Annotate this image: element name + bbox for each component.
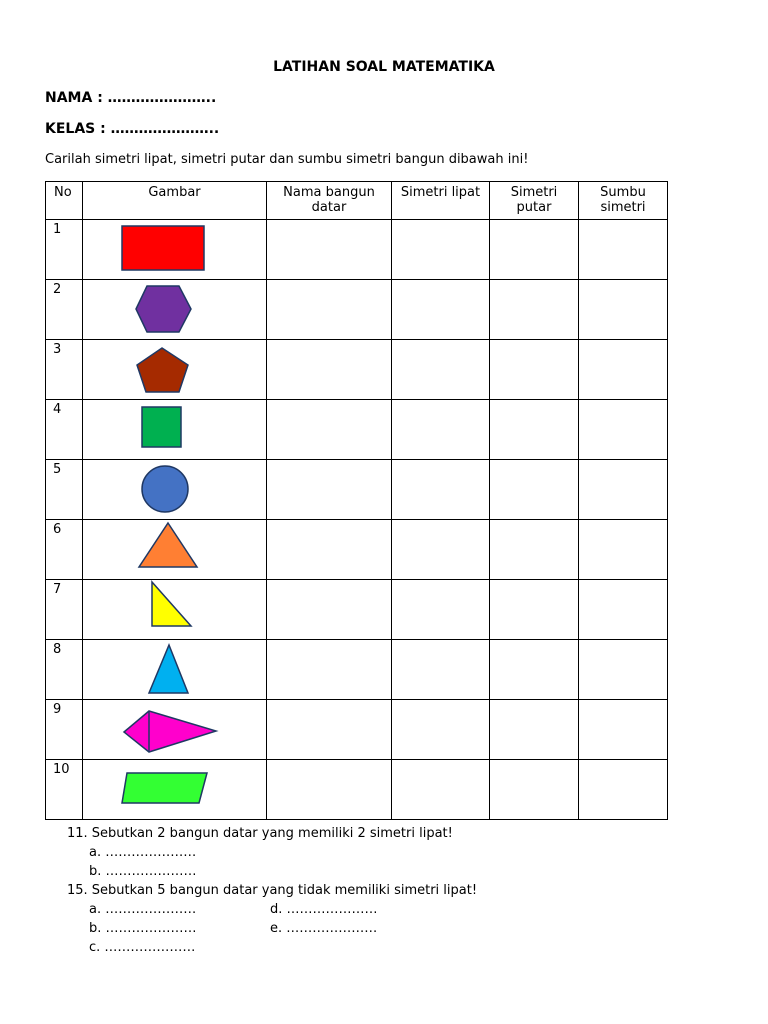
- table-row: [46, 580, 668, 640]
- header-putar-line1: Simetri: [510, 185, 558, 200]
- answer-cell[interactable]: [490, 460, 579, 520]
- answer-cell[interactable]: [579, 220, 668, 280]
- row-number: 8: [46, 640, 83, 700]
- answer-cell[interactable]: [490, 580, 579, 640]
- answer-cell[interactable]: [392, 280, 490, 340]
- symmetry-table: [45, 181, 668, 820]
- table-row: [46, 640, 668, 700]
- row-number: 7: [46, 580, 83, 640]
- answer-cell[interactable]: [267, 340, 392, 400]
- header-no: No: [46, 182, 83, 220]
- header-sumbu-line1: Sumbu: [600, 185, 646, 200]
- q11-answer-b: b. …………………: [89, 864, 197, 879]
- table-row: [46, 520, 668, 580]
- row-number: 9: [46, 700, 83, 760]
- shape-cell: [83, 580, 267, 640]
- answer-cell[interactable]: [490, 700, 579, 760]
- table-row: [46, 460, 668, 520]
- row-number: 10: [46, 760, 83, 820]
- answer-cell[interactable]: [579, 580, 668, 640]
- answer-cell[interactable]: [490, 400, 579, 460]
- answer-cell[interactable]: [579, 280, 668, 340]
- table-row: [46, 340, 668, 400]
- shape-cell: [83, 520, 267, 580]
- q15-answer-e: e. …………………: [270, 921, 378, 936]
- answer-cell[interactable]: [579, 400, 668, 460]
- answer-cell[interactable]: [579, 520, 668, 580]
- answer-cell[interactable]: [490, 340, 579, 400]
- table-row: [46, 220, 668, 280]
- answer-cell[interactable]: [267, 460, 392, 520]
- shape-cell: [83, 340, 267, 400]
- right-triangle-icon: [83, 580, 267, 637]
- answer-cell[interactable]: [579, 700, 668, 760]
- answer-cell[interactable]: [392, 220, 490, 280]
- answer-cell[interactable]: [490, 520, 579, 580]
- answer-cell[interactable]: [490, 280, 579, 340]
- header-sumbu-simetri: [579, 182, 668, 220]
- kite-icon: [83, 700, 267, 757]
- kelas-field: KELAS : …………………..: [45, 121, 220, 137]
- table-row: [46, 400, 668, 460]
- row-number: 3: [46, 340, 83, 400]
- answer-cell[interactable]: [392, 640, 490, 700]
- shape-cell: [83, 640, 267, 700]
- q15-answer-c: c. …………………: [89, 940, 196, 955]
- instruction-text: Carilah simetri lipat, simetri putar dan sumbu simetri bangun dibawah ini!: [45, 152, 529, 167]
- answer-cell[interactable]: [490, 640, 579, 700]
- answer-cell[interactable]: [392, 400, 490, 460]
- answer-cell[interactable]: [392, 340, 490, 400]
- header-sumbu-line2: simetri: [600, 200, 646, 215]
- answer-cell[interactable]: [392, 580, 490, 640]
- rectangle-icon: [83, 220, 267, 277]
- shape-cell: [83, 460, 267, 520]
- parallelogram-icon: [83, 760, 267, 817]
- circle-icon: [83, 460, 267, 517]
- nama-field: NAMA : …………………..: [45, 90, 217, 106]
- q15-answer-a: a. …………………: [89, 902, 197, 917]
- answer-cell[interactable]: [392, 760, 490, 820]
- shape-cell: [83, 400, 267, 460]
- table-header-row: [46, 182, 668, 220]
- hexagon-icon: [83, 280, 267, 337]
- header-nama-line1: Nama bangun: [283, 185, 375, 200]
- header-simetri-lipat: Simetri lipat: [392, 182, 490, 220]
- answer-cell[interactable]: [392, 520, 490, 580]
- shape-cell: [83, 760, 267, 820]
- answer-cell[interactable]: [267, 640, 392, 700]
- answer-cell[interactable]: [267, 220, 392, 280]
- header-nama-bangun: [267, 182, 392, 220]
- square-icon: [83, 400, 267, 457]
- answer-cell[interactable]: [267, 400, 392, 460]
- q15-answer-d: d. …………………: [270, 902, 378, 917]
- answer-cell[interactable]: [267, 760, 392, 820]
- answer-cell[interactable]: [267, 700, 392, 760]
- question-11: 11. Sebutkan 2 bangun datar yang memiliki 2 simetri lipat!: [67, 826, 453, 841]
- page-title: LATIHAN SOAL MATEMATIKA: [273, 59, 495, 75]
- answer-cell[interactable]: [579, 640, 668, 700]
- isosceles-triangle-icon: [83, 520, 267, 577]
- question-15: 15. Sebutkan 5 bangun datar yang tidak memiliki simetri lipat!: [67, 883, 478, 898]
- header-putar-line2: putar: [516, 200, 552, 215]
- answer-cell[interactable]: [579, 760, 668, 820]
- shape-cell: [83, 700, 267, 760]
- pentagon-icon: [83, 340, 267, 397]
- table-row: [46, 760, 668, 820]
- shape-cell: [83, 280, 267, 340]
- answer-cell[interactable]: [267, 520, 392, 580]
- table-row: [46, 700, 668, 760]
- row-number: 4: [46, 400, 83, 460]
- q11-answer-a: a. …………………: [89, 845, 197, 860]
- answer-cell[interactable]: [579, 460, 668, 520]
- row-number: 6: [46, 520, 83, 580]
- answer-cell[interactable]: [579, 340, 668, 400]
- answer-cell[interactable]: [490, 220, 579, 280]
- q15-answer-b: b. …………………: [89, 921, 197, 936]
- shape-cell: [83, 220, 267, 280]
- answer-cell[interactable]: [392, 460, 490, 520]
- answer-cell[interactable]: [267, 280, 392, 340]
- tall-triangle-icon: [83, 640, 267, 697]
- header-simetri-putar: [490, 182, 579, 220]
- row-number: 1: [46, 220, 83, 280]
- header-nama-line2: datar: [311, 200, 347, 215]
- row-number: 2: [46, 280, 83, 340]
- answer-cell[interactable]: [267, 580, 392, 640]
- row-number: 5: [46, 460, 83, 520]
- answer-cell[interactable]: [490, 760, 579, 820]
- answer-cell[interactable]: [392, 700, 490, 760]
- header-gambar: Gambar: [83, 182, 267, 220]
- table-row: [46, 280, 668, 340]
